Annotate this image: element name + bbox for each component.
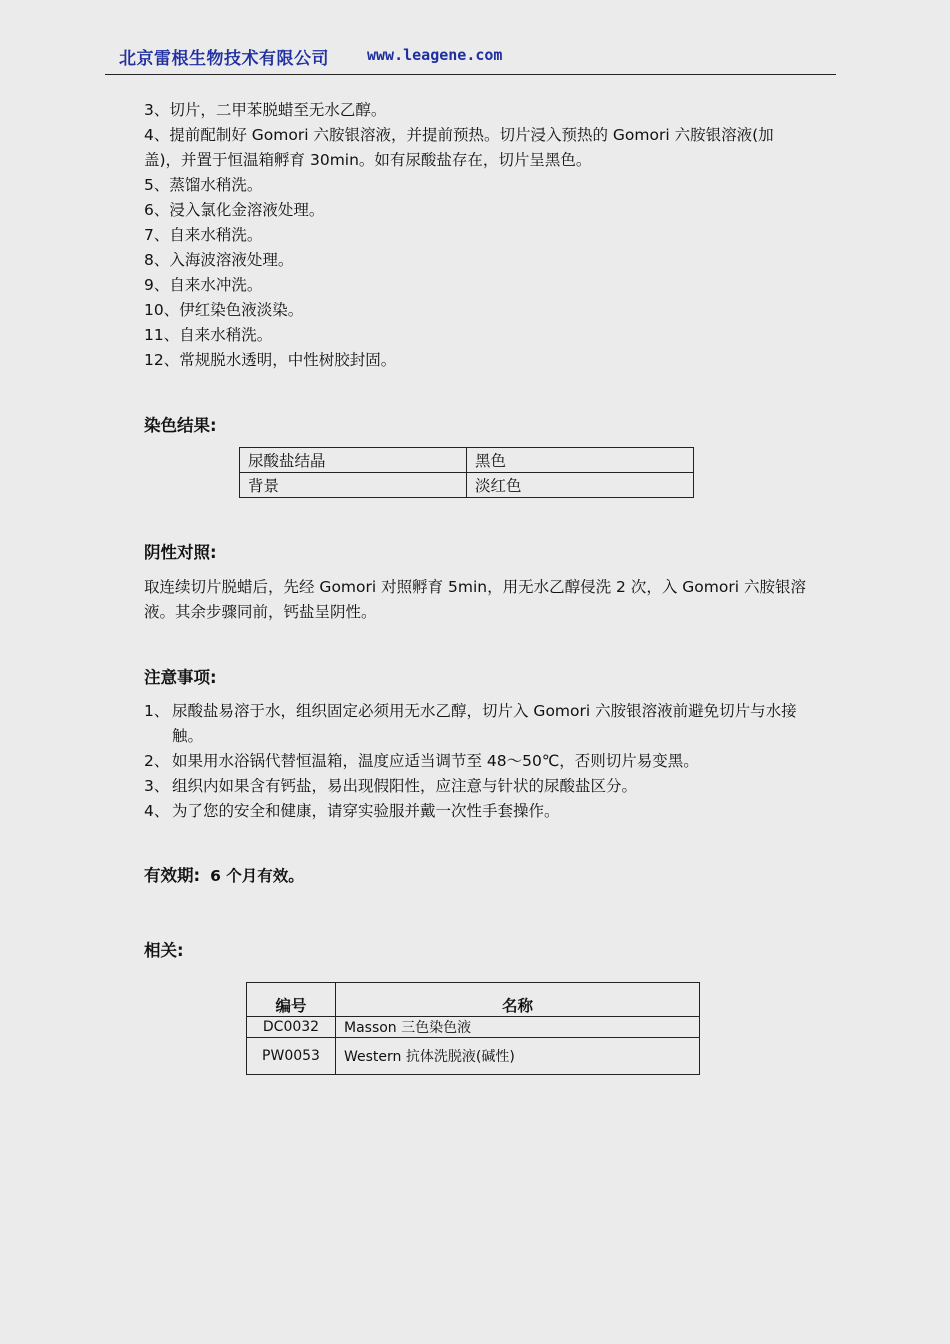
result-color: 淡红色: [467, 473, 694, 498]
page-header: [105, 40, 836, 75]
step-3: 3、切片，二甲苯脱蜡至无水乙醇。: [144, 101, 387, 119]
company-url[interactable]: www.leagene.com: [367, 46, 503, 64]
list-item: [144, 699, 809, 749]
procedure-steps: [144, 98, 809, 373]
negative-control-text: 取连续切片脱蜡后，先经 Gomori 对照孵育 5min，用无水乙醇侵洗 2 次，入 Gomori 六胺银溶液。其余步骤同前，钙盐呈阴性。: [144, 578, 806, 621]
note-number: 2、: [144, 752, 170, 770]
step-5: 5、蒸馏水稍洗。: [144, 176, 263, 194]
list-item: [144, 799, 809, 824]
table-row: [247, 1038, 700, 1075]
validity-section: [144, 862, 304, 886]
step-11: 11、自来水稍洗。: [144, 326, 273, 344]
list-item: [144, 774, 809, 799]
note-number: 1、: [144, 702, 170, 720]
step-10: 10、伊红染色液淡染。: [144, 301, 304, 319]
note-text: 组织内如果含有钙盐，易出现假阳性，应注意与针状的尿酸盐区分。: [172, 777, 638, 795]
validity-label: 有效期:: [144, 866, 201, 885]
product-name: Masson 三色染色液: [336, 1017, 700, 1038]
staining-result-heading: 染色结果:: [144, 416, 217, 435]
list-item: [144, 749, 809, 774]
step-7: 7、自来水稍洗。: [144, 226, 263, 244]
product-name: Western 抗体洗脱液(碱性): [336, 1038, 700, 1075]
staining-result-table: [239, 447, 694, 498]
result-color: 黑色: [467, 448, 694, 473]
step-9: 9、自来水冲洗。: [144, 276, 263, 294]
table-row: [240, 448, 694, 473]
table-row: [247, 1017, 700, 1038]
table-row: [240, 473, 694, 498]
result-item: 背景: [240, 473, 467, 498]
validity-value: 6 个月有效。: [210, 867, 304, 885]
negative-control-heading: 阴性对照:: [144, 543, 217, 562]
column-header-name: 名称: [336, 983, 700, 1017]
step-8: 8、入海波溶液处理。: [144, 251, 294, 269]
note-text: 尿酸盐易溶于水，组织固定必须用无水乙醇，切片入 Gomori 六胺银溶液前避免切片与水接触。: [172, 702, 797, 745]
product-code: DC0032: [247, 1017, 336, 1038]
step-4: 4、提前配制好 Gomori 六胺银溶液，并提前预热。切片浸入预热的 Gomori 六胺银溶液(加盖)，并置于恒温箱孵育 30min。如有尿酸盐存在，切片呈黑色。: [144, 126, 774, 169]
step-12: 12、常规脱水透明，中性树胶封固。: [144, 351, 397, 369]
table-header-row: [247, 983, 700, 1017]
step-6: 6、浸入氯化金溶液处理。: [144, 201, 325, 219]
product-code: PW0053: [247, 1038, 336, 1075]
related-heading: 相关:: [144, 941, 184, 960]
notes-heading: 注意事项:: [144, 668, 217, 687]
related-products-table: [246, 982, 700, 1075]
result-item: 尿酸盐结晶: [240, 448, 467, 473]
notes-list: [144, 699, 809, 824]
note-text: 如果用水浴锅代替恒温箱，温度应适当调节至 48～50℃，否则切片易变黑。: [172, 752, 699, 770]
note-text: 为了您的安全和健康，请穿实验服并戴一次性手套操作。: [172, 802, 560, 820]
column-header-code: 编号: [247, 983, 336, 1017]
company-name: 北京雷根生物技术有限公司: [119, 49, 329, 69]
note-number: 3、: [144, 777, 170, 795]
note-number: 4、: [144, 802, 170, 820]
